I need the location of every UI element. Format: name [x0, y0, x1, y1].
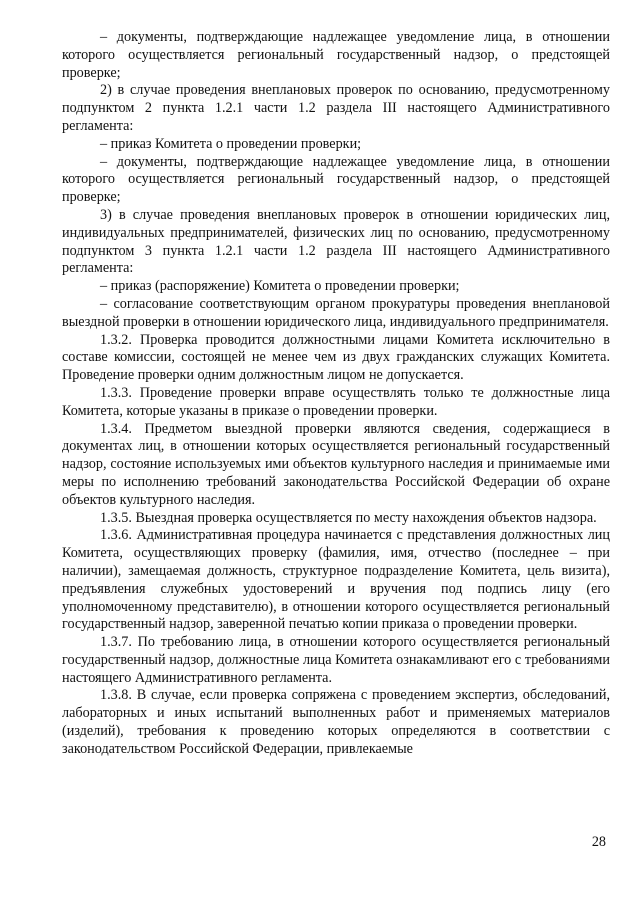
paragraph: – приказ Комитета о проведении проверки; [100, 135, 362, 152]
paragraph: – документы, подтверждающие надлежащее уведомление лица, в отношении которого осуществляется региональный государственный надзор, о предстоящей проверке; [62, 153, 610, 206]
paragraph: 1.3.7. По требованию лица, в отношении которого осуществляется региональный государственный надзор, должностные лица Комитета ознакамливают его с требованиями настоящего Административного регламента. [62, 634, 610, 686]
paragraph: 1.3.2. Проверка проводится должностными лицами Комитета исключительно в составе комиссии, состоящей не менее чем из двух гражданских служащих Комитета. Проведение проверки одним должностным лицом не допускается. [62, 331, 610, 384]
page-number: 28 [591, 834, 606, 850]
paragraph: – документы, подтверждающие надлежащее уведомление лица, в отношении которого осуществляется региональный государственный надзор, о предстоящей проверке; [62, 29, 610, 81]
paragraph: 3) в случае проведения внеплановых проверок в отношении юридических лиц, индивидуальных предпринимателей, физических лиц по основанию, предусмотренному подпунктом 3 пункта 1.2.1 части 1.2 раздела III настоящего Административного регламента: [62, 206, 610, 277]
document-body [62, 29, 610, 759]
paragraph: 1.3.6. Административная процедура начинается с представления должностных лиц Комитета, осуществляющих проверку (фамилия, имя, отчество (последнее – при наличии), замещаемая должность, структурное подразделение Комитета, цель визита), предъявления служебных удостоверений и вручения под подпись лицу (его уполномоченному представителю), в отношении которого осуществляется региональный государственный надзор, заверенной печатью копии приказа о проведении проверки. [62, 527, 610, 633]
paragraph: – согласование соответствующим органом прокуратуры проведения внеплановой выездной проверки в отношении юридического лица, индивидуального предпринимателя. [62, 295, 610, 330]
paragraph: 1.3.8. В случае, если проверка сопряжена с проведением экспертиз, обследований, лабораторных и иных испытаний выполненных работ и применяемых материалов (изделий), требования к проведению которых определяются в соответствии с законодательством Российской Федерации, привлекаемые [62, 687, 610, 757]
paragraph: 1.3.5. Выездная проверка осуществляется по месту нахождения объектов надзора. [100, 509, 597, 526]
paragraph: 1.3.4. Предметом выездной проверки являются сведения, содержащиеся в документах лиц, в отношении которых осуществляется региональный государственный надзор, состояние используемых ими объектов культурного наследия и принимаемые ими меры по исполнению требований законодательства Российской Федерации об охране объектов культурного наследия. [62, 420, 610, 508]
paragraph: – приказ (распоряжение) Комитета о проведении проверки; [100, 278, 460, 295]
paragraph: 1.3.3. Проведение проверки вправе осуществлять только те должностные лица Комитета, которые указаны в приказе о проведении проверки. [62, 384, 610, 419]
paragraph: 2) в случае проведения внеплановых проверок по основанию, предусмотренному подпунктом 2 пункта 1.2.1 части 1.2 раздела III настоящего Административного регламента: [62, 82, 610, 134]
